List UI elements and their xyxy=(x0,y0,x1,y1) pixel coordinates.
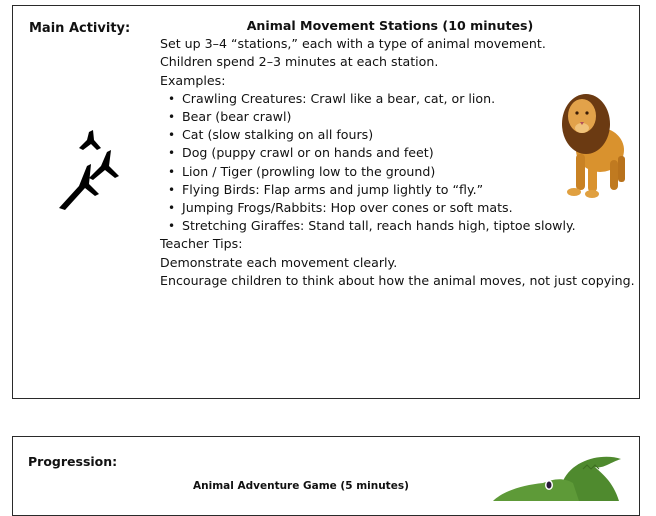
tip-line: Encourage children to think about how the animal moves, not just copying. xyxy=(160,272,635,288)
tips-heading: Teacher Tips: xyxy=(160,236,243,252)
section-label: Progression: xyxy=(28,454,118,469)
list-item: • Dog (puppy crawl or on hands and feet) xyxy=(182,144,630,162)
examples-heading: Examples: xyxy=(160,72,226,88)
intro-line: Set up 3–4 “stations,” each with a type of animal movement. xyxy=(160,36,546,52)
tip-line: Demonstrate each movement clearly. xyxy=(160,254,398,270)
main-activity-section xyxy=(12,5,640,399)
list-item: • Bear (bear crawl) xyxy=(182,108,630,126)
crocodile-illustration-icon xyxy=(483,451,643,501)
birds-silhouette-icon xyxy=(49,128,125,218)
list-item: • Crawling Creatures: Crawl like a bear, cat, or lion. xyxy=(182,90,630,108)
section-label: Main Activity: xyxy=(29,21,131,36)
list-item: • Cat (slow stalking on all fours) xyxy=(182,126,630,144)
progression-section xyxy=(12,436,640,516)
list-item: • Lion / Tiger (prowling low to the ground) xyxy=(182,163,630,181)
list-item: • Stretching Giraffes: Stand tall, reach hands high, tiptoe slowly. xyxy=(182,217,630,235)
intro-line: Children spend 2–3 minutes at each station. xyxy=(160,54,439,70)
list-item: • Flying Birds: Flap arms and jump lightly to “fly.” xyxy=(182,181,630,199)
lion-illustration-icon xyxy=(554,88,630,198)
activity-title: Animal Movement Stations (10 minutes) xyxy=(246,18,534,33)
progression-title: Animal Adventure Game (5 minutes) xyxy=(193,480,409,492)
list-item: • Jumping Frogs/Rabbits: Hop over cones or soft mats. xyxy=(182,199,630,217)
